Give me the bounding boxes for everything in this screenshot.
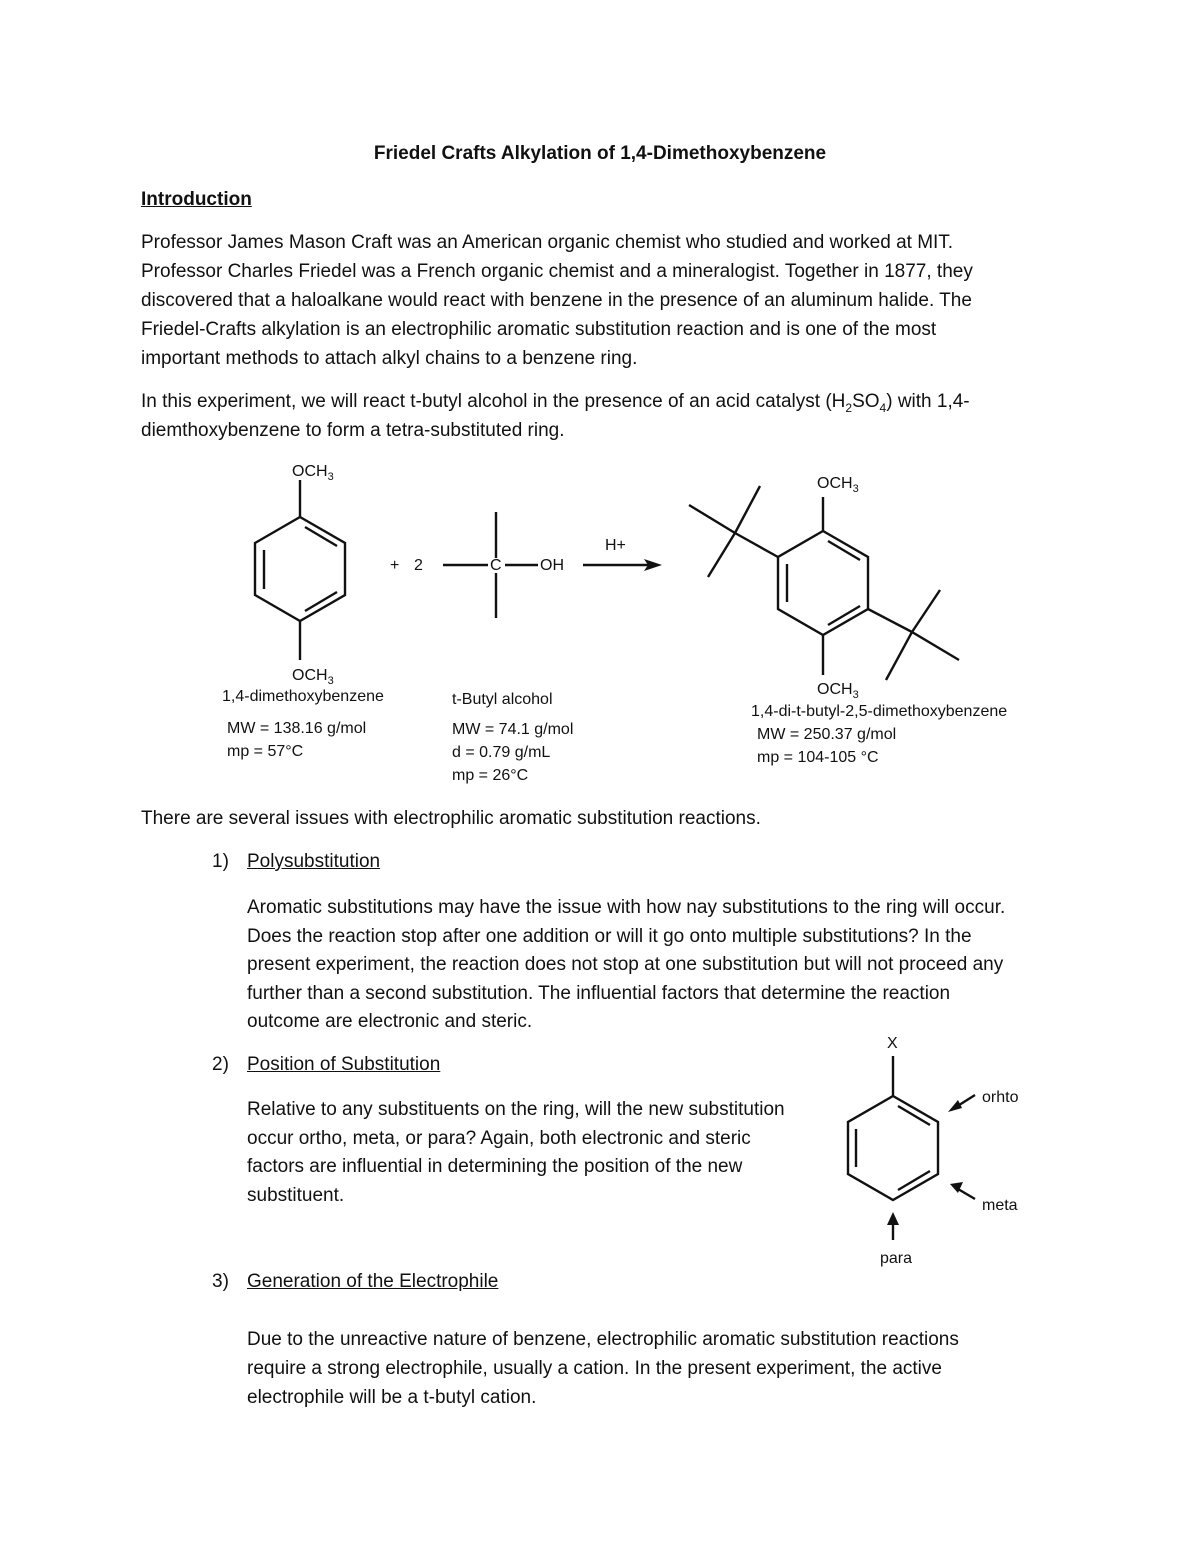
item-line: Due to the unreactive nature of benzene, electrophilic aromatic substitution reactions [247,1329,959,1350]
page-title: Friedel Crafts Alkylation of 1,4-Dimethoxybenzene [373,143,827,164]
reactant2-name: t-Butyl alcohol [452,691,553,708]
item-line: Relative to any substituents on the ring, will the new substitution [247,1099,785,1120]
intro-line: Professor Charles Friedel was a French organic chemist and a mineralogist. Together in 1877, they [141,261,973,282]
meta-label: meta [982,1197,1018,1214]
dimethoxybenzene-ring [255,480,345,660]
reactant1-mp: mp = 57°C [227,743,304,760]
ortho-arrow-head [948,1100,962,1112]
item-line: Does the reaction stop after one addition or will it go onto multiple substitutions? In the [247,926,972,947]
para-arrow-head [887,1212,899,1225]
reactant1-name: 1,4-dimethoxybenzene [222,688,384,705]
ortho-label: orhto [982,1089,1019,1106]
item-line: Aromatic substitutions may have the issue with how nay substitutions to the ring will occur. [247,897,1006,918]
product-mp: mp = 104-105 °C [757,749,879,766]
item-line: occur ortho, meta, or para? Again, both electronic and steric [247,1128,751,1149]
catalyst-label: H+ [605,537,626,554]
item-line: present experiment, the reaction does not stop at one substitution but will not proceed any [247,954,1004,975]
item-line: electrophile will be a t-butyl cation. [247,1387,537,1408]
reactant1-bottom-group: $OCH_3$ [292,667,334,688]
product-name: 1,4-di-t-butyl-2,5-dimethoxybenzene [751,703,1008,720]
item-heading-polysubstitution: Polysubstitution [247,851,381,872]
product-top-group: $OCH_3$ [817,475,859,496]
item-number: 3) [212,1271,229,1292]
product-mw: MW = 250.37 g/mol [757,726,897,743]
substituent-x-label: X [887,1035,898,1052]
central-carbon: C [490,557,502,574]
item-line: outcome are electronic and steric. [247,1011,533,1032]
item-line: further than a second substitution. The influential factors that determine the reaction [247,983,951,1004]
hydroxyl-group: OH [540,557,564,574]
experiment-line: In this experiment, we will react t-butyl alcohol in the presence of an acid catalyst $(H_2SO_4)$ with 1,4- [141,391,970,415]
para-label: para [880,1250,913,1267]
reactant1-top-group: $OCH_3$ [292,463,334,484]
reactant2-mp: mp = 26°C [452,767,529,784]
reactant2-mw: MW = 74.1 g/mol [452,721,574,738]
item-line: substituent. [247,1185,345,1206]
experiment-line: diemthoxybenzene to form a tetra-substituted ring. [141,420,565,441]
reactant2-density: d = 0.79 g/mL [452,744,551,761]
item-heading-electrophile: Generation of the Electrophile [247,1271,499,1292]
substitution-positions-figure [830,1030,1040,1270]
plus-sign: + [390,557,400,574]
issues-intro: There are several issues with electrophilic aromatic substitution reactions. [141,808,761,829]
reactant1-mw: MW = 138.16 g/mol [227,720,367,737]
intro-line: important methods to attach alkyl chains to a benzene ring. [141,348,638,369]
product-bottom-group: $OCH_3$ [817,681,859,702]
item-line: require a strong electrophile, usually a cation. In the present experiment, the active [247,1358,942,1379]
item-heading-position: Position of Substitution [247,1054,441,1075]
coefficient: 2 [414,557,423,574]
intro-heading: Introduction [141,189,252,210]
item-number: 2) [212,1054,229,1075]
item-line: factors are influential in determining the position of the new [247,1156,743,1177]
product-ring [689,486,959,680]
intro-line: Friedel-Crafts alkylation is an electrophilic aromatic substitution reaction and is one of the most [141,319,937,340]
item-number: 1) [212,851,229,872]
intro-line: discovered that a haloalkane would react with benzene in the presence of an aluminum halide. The [141,290,972,311]
intro-line: Professor James Mason Craft was an American organic chemist who studied and worked at MIT. [141,232,954,253]
reaction-scheme [0,450,1200,795]
